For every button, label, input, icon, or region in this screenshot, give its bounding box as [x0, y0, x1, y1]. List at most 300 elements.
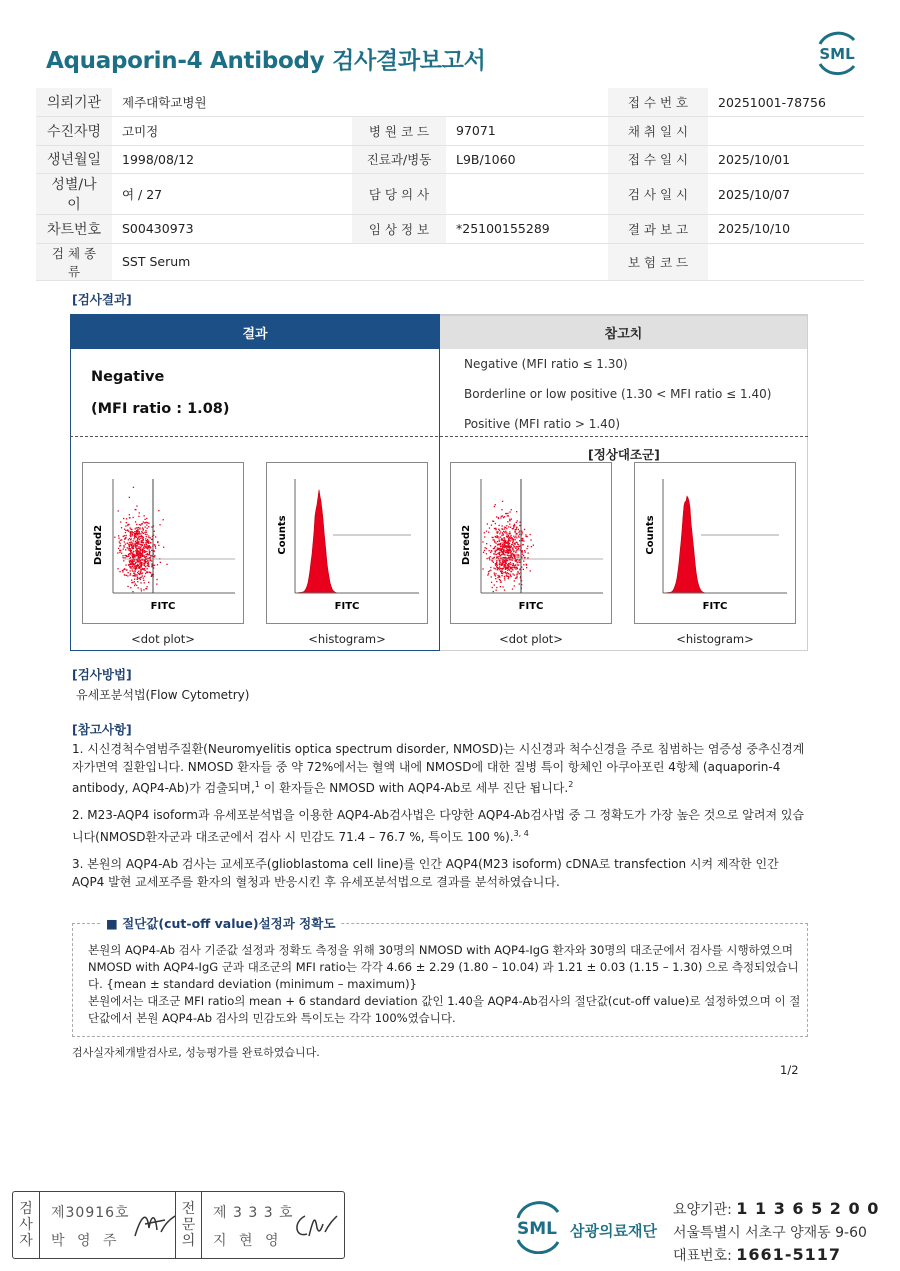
dot-plot-event: [125, 555, 126, 556]
patient-histogram-svg: [267, 463, 427, 623]
value-chart-no: S00430973: [112, 215, 352, 244]
dot-plot-event: [488, 573, 489, 574]
dot-plot-event: [147, 528, 148, 529]
dot-plot-event: [139, 559, 140, 560]
dot-plot-event: [130, 573, 131, 574]
dot-plot-event: [519, 525, 520, 526]
dot-plot-event: [501, 568, 502, 569]
dot-plot-event: [519, 573, 520, 574]
dot-plot-event: [508, 577, 509, 578]
dot-plot-event: [126, 518, 127, 519]
dot-plot-event: [496, 587, 497, 588]
dot-plot-event: [137, 530, 138, 531]
dot-plot-event: [506, 528, 507, 529]
dot-plot-event: [499, 540, 500, 541]
org-phone-label: 대표번호:: [673, 1248, 732, 1264]
dot-plot-event: [138, 561, 139, 562]
dot-plot-event: [507, 555, 508, 556]
dot-plot-event: [511, 509, 512, 510]
dot-plot-event: [134, 564, 135, 565]
dot-plot-event: [486, 553, 487, 554]
dot-plot-event: [499, 569, 500, 570]
dot-plot-event: [130, 532, 131, 533]
label-chart-no: 차트번호: [36, 215, 112, 244]
dot-plot-event: [519, 569, 520, 570]
dot-plot-event: [495, 529, 496, 530]
dot-plot-event: [513, 541, 514, 542]
dot-plot-event: [139, 533, 140, 534]
dot-plot-event: [136, 565, 137, 566]
dot-plot-event: [143, 533, 144, 534]
dot-plot-event: [494, 550, 495, 551]
dot-plot-event: [144, 532, 145, 533]
dot-plot-event: [154, 544, 155, 545]
dot-plot-event: [512, 588, 513, 589]
value-collection-date: [708, 117, 864, 146]
dot-plot-event: [525, 534, 526, 535]
dot-plot-event: [511, 519, 512, 520]
dot-plot-event: [141, 535, 142, 536]
dot-plot-event: [494, 553, 495, 554]
dot-plot-event: [497, 557, 498, 558]
dot-plot-event: [488, 571, 489, 572]
reference-positive: Positive (MFI ratio > 1.40): [464, 417, 621, 431]
dot-plot-event: [513, 545, 514, 546]
dot-plot-event: [130, 563, 131, 564]
vertical-char: 의: [181, 1233, 196, 1249]
dot-plot-event: [516, 554, 517, 555]
dot-plot-event: [141, 544, 142, 545]
dot-plot-event: [503, 551, 504, 552]
histogram-ylabel: Counts: [277, 515, 288, 555]
dot-plot-event: [492, 521, 493, 522]
dot-plot-event: [496, 590, 497, 591]
dot-plot-event: [509, 555, 510, 556]
value-requesting-org: 제주대학교병원: [112, 88, 352, 117]
dot-plot-event: [518, 556, 519, 557]
dot-plot-event: [158, 510, 159, 511]
dot-plot-event: [141, 588, 142, 589]
dot-plot-event: [517, 562, 518, 563]
dot-plot-event: [131, 580, 132, 581]
dot-plot-event: [486, 531, 487, 532]
dot-plot-event: [144, 576, 145, 577]
dot-plot-event: [511, 571, 512, 572]
dot-plot-event: [135, 576, 136, 577]
label-birth-date: 생년월일: [36, 145, 112, 174]
dot-plot-event: [125, 530, 126, 531]
note-1-tail: 이 환자들은 NMOSD with AQP4-Ab로 세부 진단 됩니다.: [259, 781, 569, 795]
dot-plot-event: [129, 545, 130, 546]
dot-plot-event: [495, 578, 496, 579]
dot-plot-event: [511, 539, 512, 540]
dot-plot-event: [123, 536, 124, 537]
dot-plot-event: [499, 552, 500, 553]
dot-plot-event: [523, 555, 524, 556]
dot-plot-event: [501, 509, 502, 510]
dot-plot-event: [510, 538, 511, 539]
dot-plot-event: [130, 548, 131, 549]
dot-plot-event: [135, 555, 136, 556]
dot-plot-event: [146, 518, 147, 519]
dot-plot-event: [519, 540, 520, 541]
note-2-ref: 3, 4: [513, 828, 529, 838]
dot-plot-event: [118, 548, 119, 549]
dot-plot-event: [530, 534, 531, 535]
dot-plot-event: [506, 550, 507, 551]
dot-plot-event: [148, 543, 149, 544]
dot-plot-event: [503, 545, 504, 546]
result-header: 결과: [71, 315, 439, 349]
dot-plot-event: [146, 524, 147, 525]
dot-plot-event: [507, 547, 508, 548]
value-insurance-code: [708, 243, 864, 280]
dot-plot-event: [134, 581, 135, 582]
dot-plot-event: [127, 530, 128, 531]
dot-plot-event: [506, 525, 507, 526]
dot-plot-event: [502, 501, 503, 502]
dot-plot-event: [143, 578, 144, 579]
dot-plot-event: [128, 554, 129, 555]
dot-plot-event: [512, 554, 513, 555]
control-histogram-ylabel: Counts: [645, 515, 656, 555]
dot-plot-event: [482, 541, 483, 542]
dot-plot-event: [497, 553, 498, 554]
dot-plot-event: [133, 545, 134, 546]
dot-plot-event: [119, 545, 120, 546]
dot-plot-event: [146, 561, 147, 562]
dot-plot-event: [146, 536, 147, 537]
dot-plot-event: [504, 554, 505, 555]
dot-plot-event: [146, 522, 147, 523]
dot-plot-event: [135, 521, 136, 522]
org-name: 삼광의료재단: [570, 1222, 657, 1240]
value-patient-name: 고미정: [112, 117, 352, 146]
dot-plot-event: [148, 526, 149, 527]
dot-plot-event: [494, 584, 495, 585]
dot-plot-event: [499, 564, 500, 565]
dot-plot-event: [151, 566, 152, 567]
dot-plot-event: [143, 537, 144, 538]
dot-plot-event: [508, 566, 509, 567]
dot-plot-event: [140, 525, 141, 526]
dot-plot-event: [516, 522, 517, 523]
dot-plot-event: [494, 528, 495, 529]
dot-plot-event: [497, 536, 498, 537]
reference-negative: Negative (MFI ratio ≤ 1.30): [464, 357, 628, 371]
specialist-signature-icon: [291, 1208, 339, 1244]
dot-plot-event: [508, 567, 509, 568]
dot-plot-event: [503, 549, 504, 550]
signature-block: [12, 1191, 345, 1259]
dot-plot-event: [146, 545, 147, 546]
dot-plot-event: [521, 557, 522, 558]
dot-plot-event: [133, 517, 134, 518]
control-histogram-xlabel: FITC: [702, 601, 728, 612]
dot-plot-event: [149, 557, 150, 558]
cutoff-text: [88, 942, 804, 1027]
dot-plot-event: [137, 534, 138, 535]
dot-plot-event: [525, 536, 526, 537]
dot-plot-event: [136, 585, 137, 586]
org-phone: [673, 1245, 841, 1265]
dot-plot-event: [138, 557, 139, 558]
dot-plot-event: [504, 538, 505, 539]
value-specimen-type: SST Serum: [112, 243, 352, 280]
dot-plot-event: [528, 553, 529, 554]
dot-plot-event: [130, 561, 131, 562]
dot-plot-event: [147, 568, 148, 569]
dot-plot-event: [127, 547, 128, 548]
dot-plot-event: [117, 568, 118, 569]
dot-plot-event: [499, 566, 500, 567]
control-dot-plot-caption: <dot plot>: [499, 632, 563, 646]
dot-plot-event: [146, 534, 147, 535]
dot-plot-event: [516, 574, 517, 575]
dot-plot-event: [131, 542, 132, 543]
dot-plot-event: [522, 544, 523, 545]
dot-plot-event: [519, 583, 520, 584]
dot-plot-event: [137, 527, 138, 528]
dot-plot-event: [144, 568, 145, 569]
dot-plot-event: [508, 550, 509, 551]
dot-plot-event: [142, 568, 143, 569]
dot-plot-event: [118, 538, 119, 539]
label-specimen-type: 검 체 종 류: [36, 243, 112, 280]
page-number: 1/2: [780, 1063, 799, 1077]
dot-plot-event: [145, 551, 146, 552]
dot-plot-event: [144, 570, 145, 571]
dot-plot-event: [513, 551, 514, 552]
dot-plot-event: [510, 562, 511, 563]
dot-plot-event: [515, 561, 516, 562]
dot-plot-event: [134, 566, 135, 567]
dot-plot-event: [150, 560, 151, 561]
dot-plot-event: [148, 566, 149, 567]
dot-plot-event: [512, 544, 513, 545]
dot-plot-event: [509, 524, 510, 525]
dot-plot-event: [126, 556, 127, 557]
dot-plot-event: [493, 591, 494, 592]
dot-plot-event: [500, 517, 501, 518]
dot-plot-event: [138, 571, 139, 572]
dot-plot-event: [491, 525, 492, 526]
dot-plot-event: [509, 540, 510, 541]
dot-plot-event: [518, 546, 519, 547]
dot-plot-event: [139, 531, 140, 532]
dot-plot-event: [141, 546, 142, 547]
dot-plot-event: [150, 547, 151, 548]
dot-plot-event: [125, 532, 126, 533]
histogram-peak: [295, 490, 347, 593]
dot-plot-event: [150, 542, 151, 543]
note-1-ref-b: 2: [568, 780, 574, 789]
dot-plot-event: [144, 565, 145, 566]
dot-plot-event: [120, 543, 121, 544]
dot-plot-event: [139, 539, 140, 540]
dot-plot-event: [513, 539, 514, 540]
dot-plot-event: [138, 573, 139, 574]
dot-plot-event: [142, 523, 143, 524]
dot-plot-event: [138, 536, 139, 537]
dot-plot-event: [500, 586, 501, 587]
dot-plot-event: [490, 552, 491, 553]
dot-plot-event: [512, 528, 513, 529]
dot-plot-event: [493, 562, 494, 563]
result-divider: [70, 436, 808, 437]
dot-plot-event: [145, 554, 146, 555]
dot-plot-event: [136, 547, 137, 548]
dot-plot-event: [498, 529, 499, 530]
dot-plot-event: [117, 552, 118, 553]
dot-plot-event: [504, 565, 505, 566]
dot-plot-event: [498, 537, 499, 538]
dot-plot-event: [144, 582, 145, 583]
dot-plot-event: [148, 541, 149, 542]
dot-plot-event: [140, 582, 141, 583]
label-sex-age: 성별/나이: [36, 174, 112, 215]
dot-plot-event: [143, 521, 144, 522]
label-hospital-code: 병 원 코 드: [352, 117, 446, 146]
dot-plot-event: [159, 524, 160, 525]
dot-plot-event: [500, 531, 501, 532]
dot-plot-event: [134, 556, 135, 557]
dot-plot-event: [136, 527, 137, 528]
dot-plot-event: [516, 577, 517, 578]
dot-plot-event: [138, 546, 139, 547]
dot-plot-event: [154, 565, 155, 566]
dot-plot-event: [121, 553, 122, 554]
dot-plot-event: [142, 551, 143, 552]
dot-plot-event: [504, 564, 505, 565]
dot-plot-event: [135, 541, 136, 542]
dot-plot-event: [119, 571, 120, 572]
dot-plot-event: [156, 584, 157, 585]
dot-plot-event: [501, 564, 502, 565]
dot-plot-event: [499, 560, 500, 561]
dot-plot-event: [501, 575, 502, 576]
dot-plot-event: [141, 569, 142, 570]
dot-plot-event: [124, 568, 125, 569]
dot-plot-event: [142, 559, 143, 560]
label-collection-date: 채 취 일 시: [608, 117, 708, 146]
dot-plot-event: [518, 535, 519, 536]
dot-plot-event: [491, 576, 492, 577]
dot-plot-event: [509, 533, 510, 534]
dot-plot-event: [515, 536, 516, 537]
dot-plot-event: [134, 533, 135, 534]
dot-plot-event: [158, 545, 159, 546]
dot-plot-event: [501, 581, 502, 582]
label-physician: 담 당 의 사: [352, 174, 446, 215]
dot-plot-event: [504, 528, 505, 529]
dot-plot-event: [128, 539, 129, 540]
dot-plot-event: [514, 543, 515, 544]
dot-plot-event: [126, 535, 127, 536]
dot-plot-event: [516, 549, 517, 550]
dot-plot-event: [493, 553, 494, 554]
dot-plot-event: [149, 551, 150, 552]
patient-dot-plot: [82, 462, 244, 624]
dot-plot-event: [500, 570, 501, 571]
dot-plot-event: [518, 537, 519, 538]
dot-plot-event: [510, 535, 511, 536]
dot-plot-event: [157, 564, 158, 565]
dot-plot-event: [126, 569, 127, 570]
dot-plot-event: [127, 575, 128, 576]
sml-logo-bottom: [510, 1200, 566, 1254]
dot-plot-event: [148, 535, 149, 536]
dot-plot-event: [491, 550, 492, 551]
dot-plot-event: [133, 551, 134, 552]
patient-info-table: [36, 88, 864, 281]
method-section-title: [검사방법]: [72, 667, 132, 682]
dot-plot-event: [514, 575, 515, 576]
dot-plot-event: [489, 559, 490, 560]
label-requesting-org: 의뢰기관: [36, 88, 112, 117]
dot-plot-event: [508, 544, 509, 545]
dot-plot-event: [150, 537, 151, 538]
dot-plot-event: [500, 544, 501, 545]
dot-plot-event: [499, 541, 500, 542]
value-receipt-date: 2025/10/01: [708, 145, 864, 174]
dot-plot-event: [503, 531, 504, 532]
dot-plot-event: [132, 556, 133, 557]
dot-plot-event: [509, 511, 510, 512]
dot-plot-event: [518, 564, 519, 565]
dot-plot-event: [157, 541, 158, 542]
dot-plot-event: [485, 547, 486, 548]
dot-plot-xlabel: FITC: [150, 601, 176, 612]
dot-plot-event: [513, 556, 514, 557]
dot-plot-event: [512, 538, 513, 539]
dot-plot-event: [501, 551, 502, 552]
dot-plot-event: [129, 561, 130, 562]
dot-plot-event: [134, 567, 135, 568]
dot-plot-event: [131, 546, 132, 547]
result-value: Negative: [91, 369, 165, 385]
dot-plot-event: [506, 513, 507, 514]
value-birth-date: 1998/08/12: [112, 145, 352, 174]
dot-plot-event: [522, 540, 523, 541]
dot-plot-event: [143, 530, 144, 531]
dot-plot-event: [139, 551, 140, 552]
dot-plot-event: [514, 567, 515, 568]
cutoff-text-line1: 본원의 AQP4-Ab 검사 기준값 설정과 정확도 측정을 위해 30명의 NMOSD with AQP4-IgG 환자와 30명의 대조군에서 검사를 시행하였으며 NMOSD with AQP4-IgG 군과 대조군의 MFI ratio는 각각 4.66 ± 2.29 (1.80 – 10.04) 과 1.21 ± 0.03 (1.15 – 1.30) 으로 측정되었습니다. {mean ± standard deviation (minimum – maximum)}: [88, 943, 799, 991]
dot-plot-event: [515, 548, 516, 549]
dot-plot-event: [487, 523, 488, 524]
patient-dot-plot-caption: <dot plot>: [131, 632, 195, 646]
dot-plot-event: [149, 554, 150, 555]
dot-plot-event: [497, 549, 498, 550]
dot-plot-event: [511, 551, 512, 552]
sml-logo: [812, 30, 862, 76]
dot-plot-event: [133, 540, 134, 541]
dot-plot-event: [494, 541, 495, 542]
dot-plot-event: [131, 544, 132, 545]
dot-plot-event: [497, 575, 498, 576]
dot-plot-event: [134, 561, 135, 562]
dot-plot-event: [130, 527, 131, 528]
dot-plot-event: [133, 487, 134, 488]
dot-plot-event: [140, 572, 141, 573]
dot-plot-event: [483, 552, 484, 553]
org-code-label: 요양기관:: [673, 1202, 732, 1218]
dot-plot-event: [489, 550, 490, 551]
note-1-text: 1. 시신경척수염범주질환(Neuromyelitis optica spectrum disorder, NMOSD)는 시신경과 척수신경을 주로 침범하는 염증성 중추신경계 자가면역 질환입니다. NMOSD 환자들 중 약 72%에서는 혈액 내에 NMOSD에 대한 질병 특이 항체인 아쿠아포린 4항체 (aquaporin-4 antibody, AQP4-Ab)가 검출되며,: [72, 742, 805, 795]
dot-plot-event: [518, 532, 519, 533]
dot-plot-event: [504, 576, 505, 577]
